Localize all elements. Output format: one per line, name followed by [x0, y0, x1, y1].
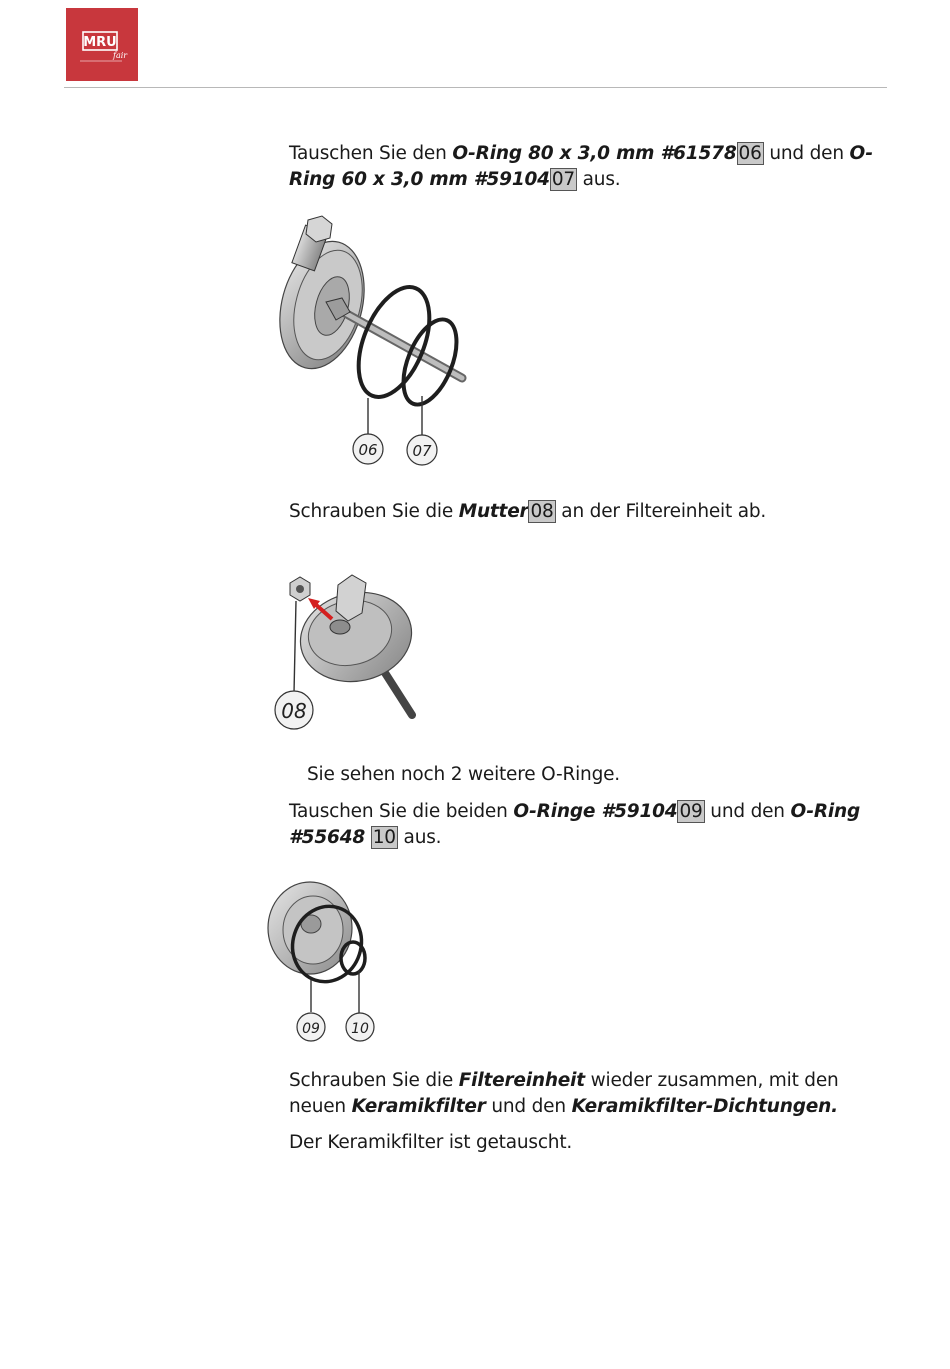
emphasized-part-name: O-Ringe #59104	[513, 801, 678, 822]
step-3-text	[307, 762, 887, 788]
text-run: Schrauben Sie die	[289, 501, 459, 522]
logo-subtext: fair	[113, 51, 128, 60]
text-run: aus.	[397, 827, 442, 848]
emphasized-part-name: Filtereinheit	[458, 1070, 585, 1091]
emphasized-part-name: Mutter	[458, 501, 529, 522]
text-run: und den	[704, 801, 791, 822]
emphasized-part-name: O-Ring #55648	[289, 801, 861, 848]
text-run: an der Filtereinheit ab.	[555, 501, 767, 522]
part-reference-badge: 09	[679, 801, 703, 822]
step-1-text	[289, 141, 889, 193]
text-run: und den	[763, 143, 850, 164]
filter-unit-illustration	[270, 216, 462, 378]
company-logo	[66, 8, 138, 81]
text-run: aus.	[576, 169, 621, 190]
emphasized-part-name: O-Ring 60 x 3,0 mm #59104	[289, 143, 873, 190]
step-6-text	[289, 1130, 869, 1156]
emphasized-part-name: Keramikfilter	[351, 1096, 486, 1117]
callout-08-label: 08	[281, 699, 307, 723]
part-reference-badge: 08	[530, 501, 554, 522]
step-4-text	[289, 799, 889, 851]
text-run: wieder zusammen, mit den neuen	[289, 1070, 839, 1117]
text-run: Der Keramikfilter ist getauscht.	[289, 1132, 573, 1153]
text-run	[365, 827, 371, 848]
text-run: Sie sehen noch 2 weitere O-Ringe.	[307, 764, 620, 785]
figure-oring-replacement	[270, 210, 480, 472]
callout-07-label: 07	[412, 442, 432, 460]
emphasized-part-name: Keramikfilter-Dichtungen.	[571, 1096, 838, 1117]
figure-nut-removal	[270, 565, 430, 735]
text-run: und den	[485, 1096, 572, 1117]
header-divider	[64, 87, 887, 88]
part-reference-badge: 10	[372, 827, 396, 848]
text-run: Schrauben Sie die	[289, 1070, 459, 1091]
figure-inner-orings	[265, 876, 385, 1046]
text-run: Tauschen Sie den	[289, 143, 453, 164]
part-reference-badge: 06	[738, 143, 762, 164]
step-2-text	[289, 499, 889, 525]
callout-10-label: 10	[351, 1021, 369, 1037]
step-5-text	[289, 1068, 869, 1120]
part-reference-badge: 07	[551, 169, 575, 190]
callout-09-label: 09	[302, 1021, 320, 1037]
logo-text: MRU	[83, 35, 117, 50]
emphasized-part-name: O-Ring 80 x 3,0 mm #61578	[452, 143, 737, 164]
callout-06-label: 06	[358, 441, 378, 459]
text-run: Tauschen Sie die beiden	[289, 801, 514, 822]
